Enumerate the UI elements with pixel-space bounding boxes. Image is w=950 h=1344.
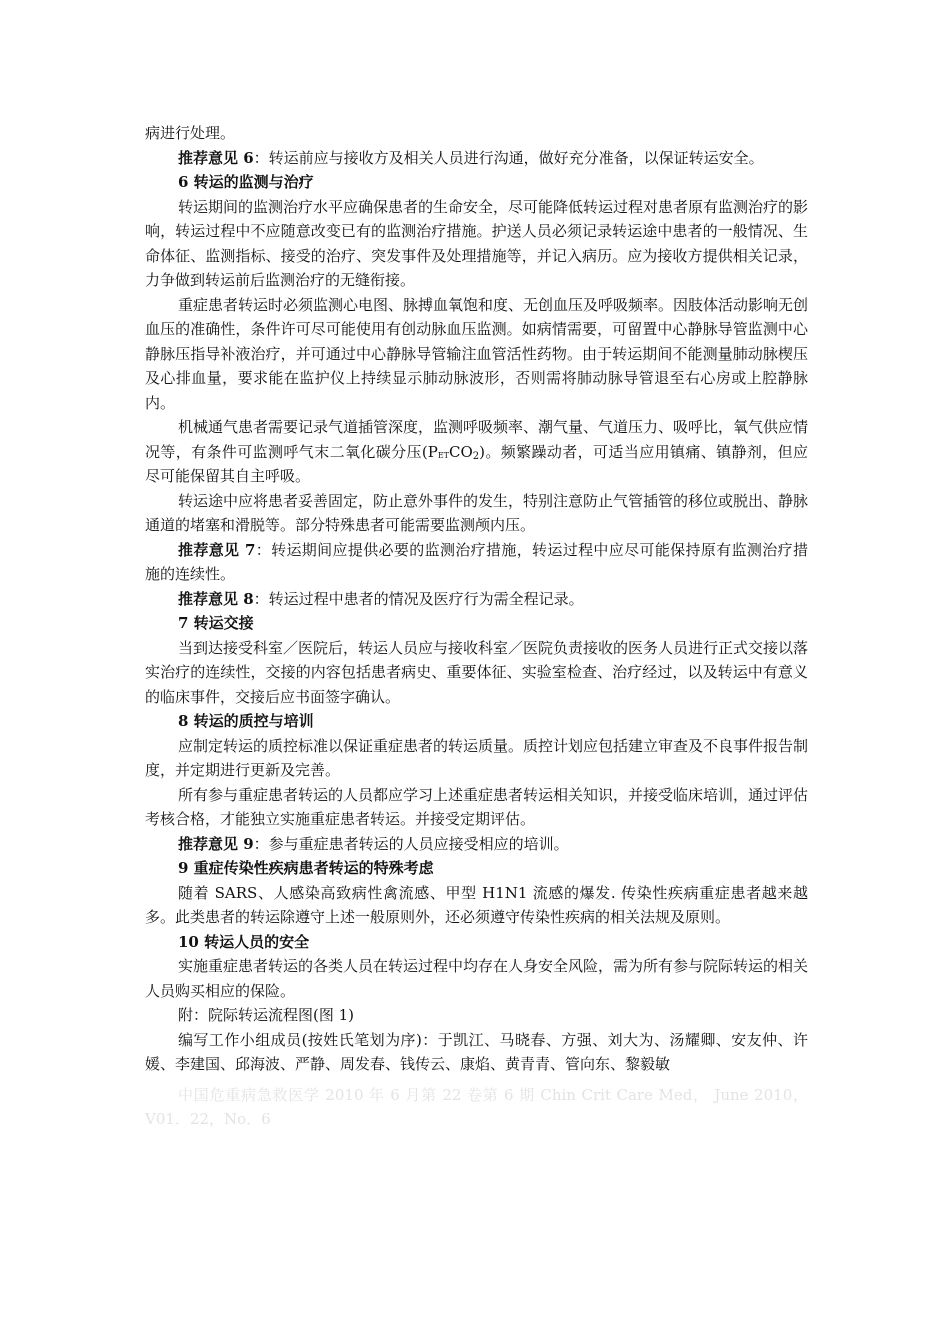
paragraph: 实施重症患者转运的各类人员在转运过程中均存在人身安全风险，需为所有参与院际转运的相关人员购买相应的保险。 [145,957,809,1000]
authors-list: 编写工作小组成员(按姓氏笔划为序)：于凯江、马晓春、方强、刘大为、汤耀卿、安友仲、许媛、李建国、邱海波、严静、周发春、钱传云、康焰、黄青青、管向东、黎毅敏 [145,1030,808,1073]
paragraph: 随着 SARS、人感染高致病性禽流感、甲型 H1N1 流感的爆发. 传染性疾病重症患者越来越多。此类患者的转运除遵守上述一般原则外，还必须遵守传染性疾病的相关法规及原则。 [145,883,808,926]
subscript: 2 [472,450,480,462]
paragraph: 病进行处理。 [145,124,236,142]
recommendation-text: ：参与重症患者转运的人员应接受相应的培训。 [253,834,569,853]
paragraph: 转运途中应将患者妥善固定，防止意外事件的发生，特别注意防止气管插管的移位或脱出、静脉通道的堵塞和滑脱等。部分特殊患者可能需要监测颅内压。 [145,491,809,534]
text-run: 机械通气患者需要记录气道插管深度，监测呼吸频率、潮气量、气道压力、吸呼比，氧气供应情况等，有条件可监测呼气末二氧化碳分压(P [145,418,809,461]
section-heading-7: 7 转运交接 [178,614,254,632]
recommendation-9 [145,832,808,857]
paragraph: 应制定转运的质控标准以保证重症患者的转运质量。质控计划应包括建立审查及不良事件报告制度，并定期进行更新及完善。 [145,736,809,779]
recommendation-6 [145,146,808,171]
subscript: ET [437,450,449,460]
recommendation-text: ：转运前应与接收方及相关人员进行沟通，做好充分准备，以保证转运安全。 [253,148,764,167]
recommendation-label: 推荐意见 6 [178,148,254,167]
paragraph: 重症患者转运时必须监测心电图、脉搏血氧饱和度、无创血压及呼吸频率。因肢体活动影响无创血压的准确性，条件许可尽可能使用有创动脉血压监测。如病情需要，可留置中心静脉导管监测中心静脉压指导补液治疗，并可通过中心静脉导管输注血管活性药物。由于转运期间不能测量肺动脉楔压及心排血量，要求能在监护仪上持续显示肺动脉波形，否则需将肺动脉导管退至右心房或上腔静脉内。 [145,295,809,412]
paragraph: 转运期间的监测治疗水平应确保患者的生命安全，尽可能降低转运过程对患者原有监测治疗的影响，转运过程中不应随意改变已有的监测治疗措施。护送人员必须记录转运途中患者的一般情况、生命体征、监测指标、接受的治疗、突发事件及处理措施等，并记入病历。应为接收方提供相关记录，力争做到转运前后监测治疗的无缝衔接。 [145,197,809,289]
paragraph: 所有参与重症患者转运的人员都应学习上述重症患者转运相关知识，并接受临床培训，通过评估考核合格，才能独立实施重症患者转运。并接受定期评估。 [145,785,809,828]
recommendation-text: ：转运过程中患者的情况及医疗行为需全程记录。 [253,589,584,608]
section-heading-6: 6 转运的监测与治疗 [178,173,314,191]
section-heading-10: 10 转运人员的安全 [178,932,310,951]
text-run: )。频繁躁动者，可适当应用镇痛、镇静剂，但应尽可能保留其自主呼吸。 [145,442,809,485]
recommendation-label: 推荐意见 8 [178,589,254,608]
recommendation-7 [145,538,808,587]
document-body [145,121,808,1132]
recommendation-8 [145,587,808,612]
recommendation-text: ：转运期间应提供必要的监测治疗措施，转运过程中应尽可能保持原有监测治疗措施的连续性。 [145,540,808,583]
section-heading-8: 8 转运的质控与培训 [178,712,314,730]
paragraph: 当到达接受科室／医院后，转运人员应与接收科室／医院负责接收的医务人员进行正式交接以落实治疗的连续性，交接的内容包括患者病史、重要体征、实验室检查、治疗经过，以及转运中有意义的临床事件，交接后应书面签字确认。 [145,638,809,706]
recommendation-label: 推荐意见 9 [178,834,254,853]
paragraph [145,415,808,489]
appendix-note: 附：院际转运流程图(图 1) [178,1006,355,1024]
source-citation: 中国危重病急救医学 2010 年 6 月第 22 卷第 6 期 Chin Crit Care Med， June 2010，V01．22，No．6 [145,1085,808,1128]
section-heading-9: 9 重症传染性疾病患者转运的特殊考虑 [178,859,434,877]
text-run: CO [449,442,473,461]
recommendation-label: 推荐意见 7 [178,540,256,559]
